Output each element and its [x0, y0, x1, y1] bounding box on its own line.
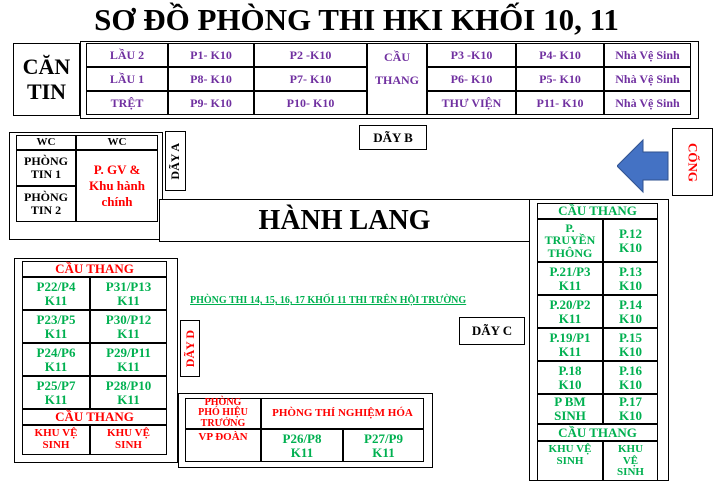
day-d-label: DÃY D — [182, 329, 197, 368]
room-p2: P2 -K10 — [254, 43, 367, 67]
room-p19: P.19/P1 K11 — [537, 328, 603, 361]
room-p8: P8- K10 — [168, 67, 254, 91]
room-p25: P25/P7 K11 — [22, 376, 90, 409]
hall-exam-note: PHÒNG THI 14, 15, 16, 17 KHỐI 11 THI TRÊN HỘI TRƯỜNG — [190, 295, 467, 306]
restroom-floor2: Nhà Vệ Sinh — [604, 43, 691, 67]
day-c-stairs-top: CẦU THANG — [537, 203, 658, 219]
biology-room: P BM SINH — [537, 394, 603, 424]
room-p30: P30/P12 K11 — [90, 310, 167, 343]
teachers-admin-room — [76, 150, 158, 222]
page-title: SƠ ĐỒ PHÒNG THI HKI KHỐI 10, 11 — [94, 2, 619, 37]
day-d-restroom-1: KHU VỆ SINH — [22, 425, 90, 455]
room-p5: P5- K10 — [516, 67, 604, 91]
room-p9: P9- K10 — [168, 91, 254, 115]
youth-union-office: VP ĐOÀN — [185, 429, 261, 462]
room-p21: P.21/P3 K11 — [537, 262, 603, 295]
room-p11: P11- K10 — [516, 91, 604, 115]
gate-box — [672, 128, 713, 196]
room-p31: P31/P13 K11 — [90, 277, 167, 310]
room-p26: P26/P8 K11 — [261, 429, 343, 462]
room-p22: P22/P4 K11 — [22, 277, 90, 310]
top-floor-label: LẦU 2 — [86, 43, 168, 67]
day-a-label: DÃY A — [168, 142, 182, 180]
gate-label: CỔNG — [685, 142, 701, 182]
middle-floor-label: LẦU 1 — [86, 67, 168, 91]
room-p23: P23/P5 K11 — [22, 310, 90, 343]
corridor-label: HÀNH LANG — [258, 204, 431, 236]
top-stairs — [367, 43, 427, 115]
room-p18: P.18 K10 — [537, 361, 603, 394]
day-b-label: DÃY B — [359, 125, 427, 150]
vice-principal-room: PHÒNG PHÓ HIỆU TRƯỞNG — [185, 398, 261, 429]
restroom-floor1: Nhà Vệ Sinh — [604, 67, 691, 91]
top-building-grid — [86, 43, 691, 115]
teachers-admin-label: P. GV & Khu hành chính — [88, 161, 145, 210]
room-p29: P29/P11 K11 — [90, 343, 167, 376]
room-p6: P6- K10 — [427, 67, 516, 91]
canteen-label: CĂN TIN — [22, 54, 71, 104]
wc-left: WC — [16, 135, 76, 150]
day-a-label-box — [165, 131, 186, 191]
top-stairs-label: CẦU THANG — [375, 50, 420, 87]
room-p3: P3 -K10 — [427, 43, 516, 67]
room-p12: P.12 K10 — [603, 219, 658, 262]
room-p24: P24/P6 K11 — [22, 343, 90, 376]
restroom-ground: Nhà Vệ Sinh — [604, 91, 691, 115]
day-d-stairs-bottom: CẦU THANG — [22, 409, 167, 425]
room-p28: P28/P10 K11 — [90, 376, 167, 409]
room-p4: P4- K10 — [516, 43, 604, 67]
room-p14: P.14 K10 — [603, 295, 658, 328]
room-p20: P.20/P2 K11 — [537, 295, 603, 328]
wc-right: WC — [76, 135, 158, 150]
media-room: P. TRUYỀN THÔNG — [537, 219, 603, 262]
room-p15: P.15 K10 — [603, 328, 658, 361]
library: THƯ VIỆN — [427, 91, 516, 115]
room-p1: P1- K10 — [168, 43, 254, 67]
day-c-label: DÃY C — [459, 317, 525, 345]
computer-room-2: PHÒNG TIN 2 — [16, 186, 76, 222]
ground-floor-label: TRỆT — [86, 91, 168, 115]
day-d-stairs-top: CẦU THANG — [22, 261, 167, 277]
canteen-box — [13, 43, 80, 116]
computer-room-1: PHÒNG TIN 1 — [16, 150, 76, 186]
room-p7: P7- K10 — [254, 67, 367, 91]
day-c-stairs-bottom: CẦU THANG — [537, 424, 658, 441]
chemistry-lab: PHÒNG THÍ NGHIỆM HÓA — [261, 398, 424, 429]
room-p10: P10- K10 — [254, 91, 367, 115]
corridor — [159, 199, 530, 242]
room-p16: P.16 K10 — [603, 361, 658, 394]
day-c-restroom-2: KHU VỆ SINH — [603, 441, 658, 481]
entrance-arrow-icon — [617, 138, 669, 194]
room-p27: P27/P9 K11 — [343, 429, 424, 462]
day-d-label-box — [180, 320, 200, 377]
day-d-restroom-2: KHU VỆ SINH — [90, 425, 167, 455]
room-p13: P.13 K10 — [603, 262, 658, 295]
day-c-restroom-1: KHU VỆ SINH — [537, 441, 603, 481]
room-p17: P.17 K10 — [603, 394, 658, 424]
